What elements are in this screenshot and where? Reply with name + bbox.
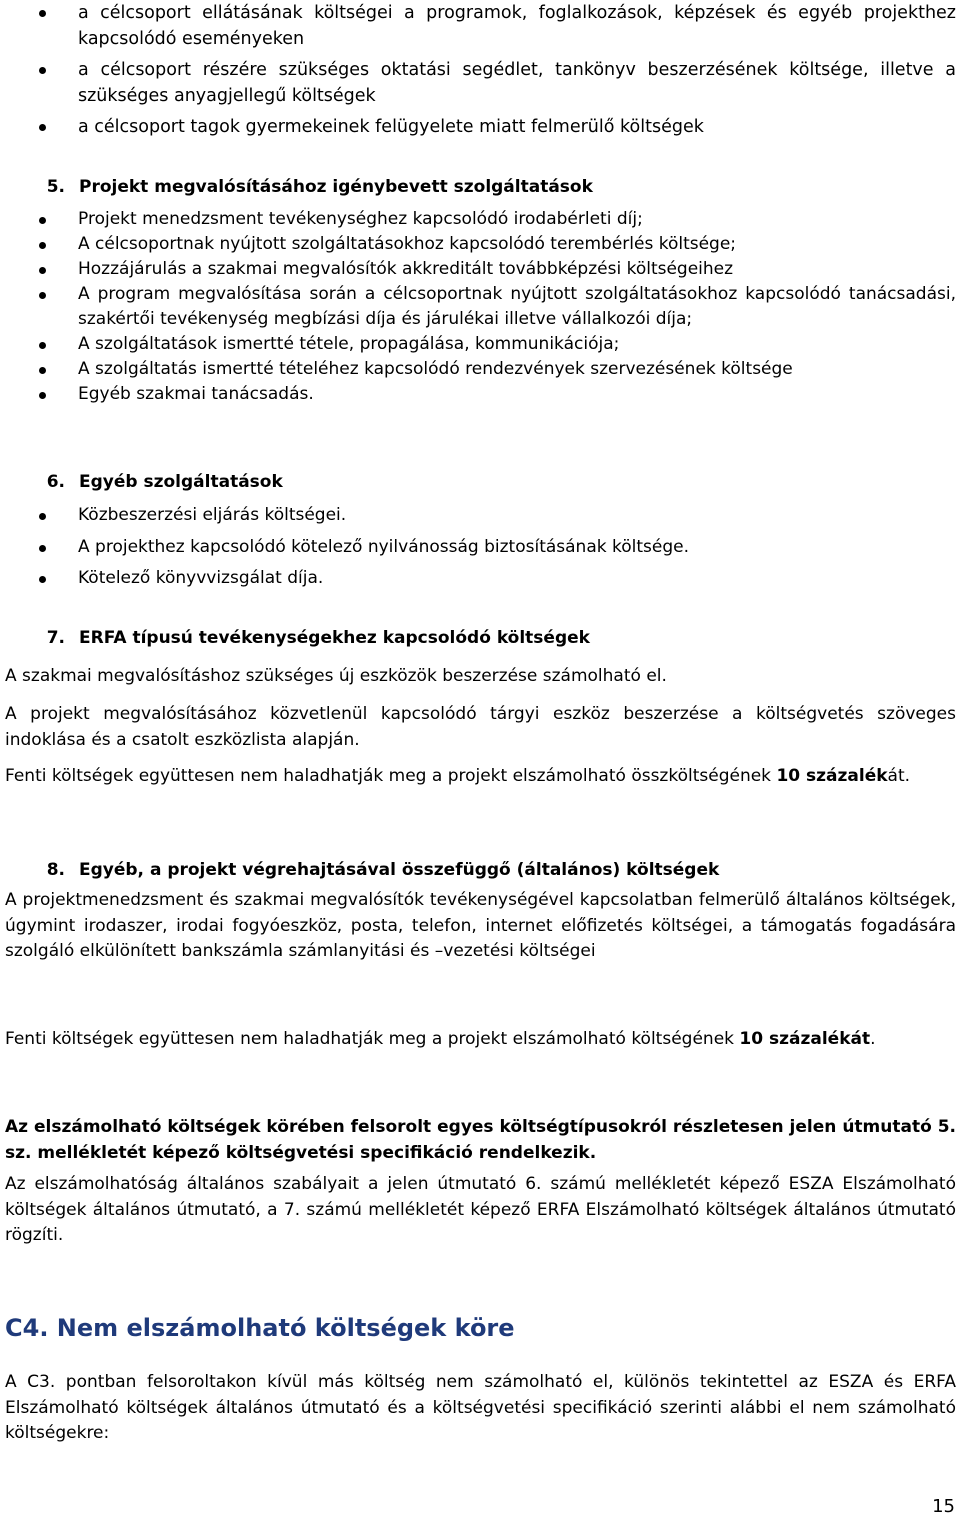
top-bullet-list: [5, 0, 956, 140]
emphasis: 10 százalékát: [739, 1029, 871, 1049]
section-number: 6.: [46, 472, 65, 492]
paragraph: [5, 1027, 956, 1053]
list-item: A program megvalósítása során a célcsoportnak nyújtott szolgáltatásokhoz kapcsolódó tanácsadási, szakértői tevékenység megbízási díja és járulékai illetve vállalkozói díja;: [5, 282, 956, 332]
paragraph: Az elszámolhatóság általános szabályait a jelen útmutató 6. számú mellékletét képező ESZA Elszámolható költségek általános útmutató, a 7. számú mellékletét képező ERFA Elszámolható költségek általános útmutató rögzíti.: [5, 1174, 956, 1245]
text-run: Fenti költségek együttesen nem haladhatják meg a projekt elszámolható költségének: [5, 1029, 740, 1049]
section-5-heading: [5, 175, 956, 201]
section-6-list: [5, 503, 956, 598]
list-item: a célcsoport részére szükséges oktatási segédlet, tankönyv beszerzésének költsége, illetve a szükséges anyagjellegű költségek: [5, 57, 956, 109]
section-title: Projekt megvalósításához igénybevett szolgáltatások: [79, 177, 593, 197]
list-item: A szolgáltatás ismertté tételéhez kapcsolódó rendezvények szervezésének költsége: [5, 357, 956, 382]
section-title: ERFA típusú tevékenységekhez kapcsolódó költségek: [79, 628, 590, 648]
section-number: 7.: [46, 628, 65, 648]
spec-note-bold: Az elszámolható költségek körében felsorolt egyes költségtípusokról részletesen jelen útmutató 5. sz. mellékletét képező költségvetési specifikáció rendelkezik.: [5, 1117, 956, 1163]
section-5-list: [5, 207, 956, 407]
paragraph: A projektmenedzsment és szakmai megvalósítók tevékenységével kapcsolatban felmerülő általános költségek, úgymint irodaszer, irodai fogyóeszköz, posta, telefon, internet előfizetés költségei, a támogatás fogadására szolgáló elkülönített bankszámla számlanyitási és –vezetési költségei: [5, 890, 956, 961]
section-title: Egyéb szolgáltatások: [79, 472, 283, 492]
list-item: Projekt menedzsment tevékenységhez kapcsolódó irodabérleti díj;: [5, 207, 956, 232]
list-item: Egyéb szakmai tanácsadás.: [5, 382, 956, 407]
paragraph: A C3. pontban felsoroltakon kívül más költség nem számolható el, különös tekintettel az ESZA és ERFA Elszámolható költségek általános útmutató és a költségvetési specifikáció szerinti alábbi el nem számolható költségekre:: [5, 1372, 956, 1443]
list-item: Hozzájárulás a szakmai megvalósítók akkreditált továbbképzési költségeihez: [5, 257, 956, 282]
text-run: Fenti költségek együttesen nem haladhatják meg a projekt elszámolható összköltségének: [5, 766, 777, 786]
list-item: A szolgáltatások ismertté tétele, propagálása, kommunikációja;: [5, 332, 956, 357]
list-item: Kötelező könyvvizsgálat díja.: [5, 566, 956, 592]
c4-heading: C4. Nem elszámolható költségek köre: [5, 1314, 515, 1342]
list-item: A projekthez kapcsolódó kötelező nyilvánosság biztosításának költsége.: [5, 535, 956, 561]
section-8-heading: [5, 858, 956, 884]
paragraph: A szakmai megvalósításhoz szükséges új eszközök beszerzése számolható el.: [5, 666, 667, 686]
section-number: 5.: [46, 177, 65, 197]
list-item: Közbeszerzési eljárás költségei.: [5, 503, 956, 529]
list-item: a célcsoport ellátásának költségei a programok, foglalkozások, képzések és egyéb projekthez kapcsolódó eseményeken: [5, 0, 956, 52]
text-run: át.: [887, 766, 911, 786]
list-item: a célcsoport tagok gyermekeinek felügyelete miatt felmerülő költségek: [5, 114, 956, 140]
list-item: A célcsoportnak nyújtott szolgáltatásokhoz kapcsolódó terembérlés költsége;: [5, 232, 956, 257]
paragraph: [5, 764, 956, 790]
text-run: .: [870, 1029, 876, 1049]
section-number: 8.: [46, 860, 65, 880]
paragraph: A projekt megvalósításához közvetlenül kapcsolódó tárgyi eszköz beszerzése a költségvetés szöveges indoklása és a csatolt eszközlista alapján.: [5, 704, 956, 750]
section-6-heading: [5, 470, 956, 496]
page-number: 15: [932, 1496, 955, 1517]
section-title: Egyéb, a projekt végrehajtásával összefüggő (általános) költségek: [79, 860, 720, 880]
emphasis: 10 százalék: [776, 766, 888, 786]
section-7-heading: [5, 626, 956, 652]
